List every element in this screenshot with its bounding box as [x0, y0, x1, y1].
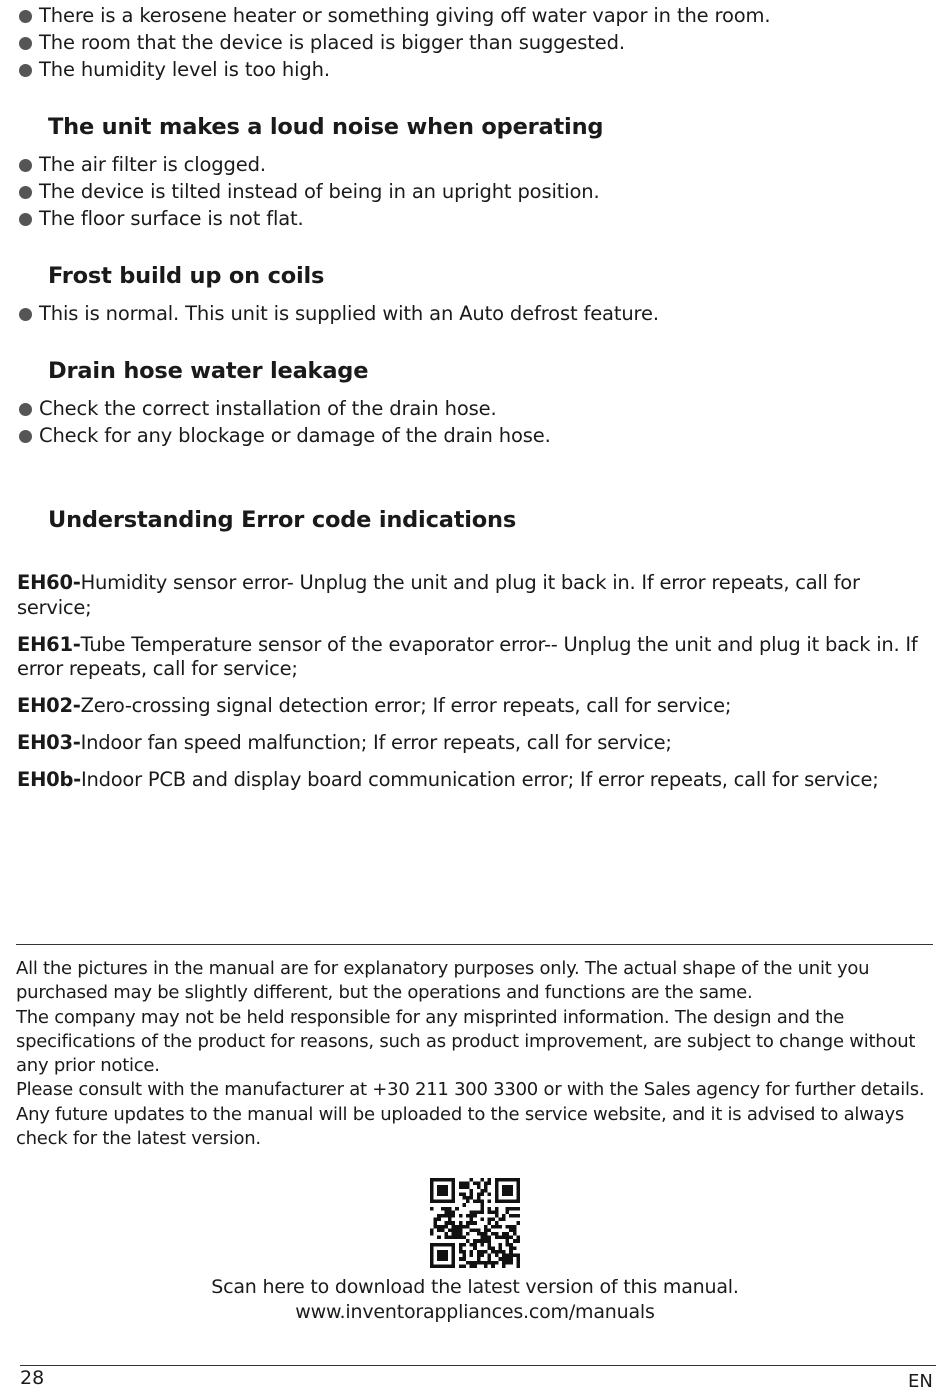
language-code: EN	[908, 1371, 933, 1392]
error-code-list	[17, 571, 939, 805]
drain-hose-bullet-list	[18, 395, 938, 449]
section-title-frost: Frost build up on coils	[48, 263, 325, 289]
section-title-error-codes: Understanding Error code indications	[48, 507, 517, 533]
list-item: The floor surface is not flat.	[18, 205, 938, 232]
error-code: EH0b-	[17, 768, 82, 791]
manuals-url[interactable]: www.inventorappliances.com/manuals	[295, 1301, 655, 1323]
list-item: The device is tilted instead of being in an upright position.	[18, 178, 938, 205]
disclaimer-paragraph: All the pictures in the manual are for explanatory purposes only. The actual shape of the unit you purchased may be slightly different, but the operations and functions are the same.	[16, 958, 870, 1004]
error-code-item	[17, 731, 939, 756]
intro-bullet-list	[18, 2, 938, 83]
error-code: EH02-	[17, 694, 81, 717]
section-title-loud-noise: The unit makes a loud noise when operating	[48, 114, 604, 140]
disclaimer-text	[16, 957, 938, 1151]
error-code-item	[17, 633, 939, 682]
page-number: 28	[20, 1367, 45, 1389]
disclaimer-divider	[16, 944, 933, 945]
frost-bullet-list	[18, 300, 938, 327]
loud-noise-bullet-list	[18, 151, 938, 232]
footer-divider	[20, 1365, 936, 1366]
error-description: Tube Temperature sensor of the evaporator error-- Unplug the unit and plug it back in. If error repeats, call for service;	[17, 632, 918, 680]
list-item: Check for any blockage or damage of the drain hose.	[18, 422, 938, 449]
qr-caption: Scan here to download the latest version of this manual.	[211, 1276, 739, 1298]
error-description: Humidity sensor error- Unplug the unit and plug it back in. If error repeats, call for service;	[17, 571, 860, 619]
error-code-item	[17, 571, 939, 620]
error-code-item	[17, 694, 939, 719]
error-code-item	[17, 768, 939, 793]
list-item: There is a kerosene heater or something giving off water vapor in the room.	[18, 2, 938, 29]
list-item: The room that the device is placed is bigger than suggested.	[18, 29, 938, 56]
qr-code-icon	[430, 1178, 520, 1268]
error-description: Indoor PCB and display board communication error; If error repeats, call for service;	[81, 768, 879, 791]
list-item: This is normal. This unit is supplied with an Auto defrost feature.	[18, 300, 938, 327]
disclaimer-paragraph: Please consult with the manufacturer at +30 211 300 3300 or with the Sales agency for further details. Any future updates to the manual will be uploaded to the service website, and it is advised to always check for the latest version.	[16, 1079, 925, 1150]
list-item: The humidity level is too high.	[18, 56, 938, 83]
disclaimer-paragraph: The company may not be held responsible for any misprinted information. The design and the specifications of the product for reasons, such as product improvement, are subject to change without any prior notice.	[16, 1006, 916, 1077]
section-title-drain-hose: Drain hose water leakage	[48, 358, 369, 384]
error-code: EH03-	[17, 731, 81, 754]
error-code: EH60-	[17, 571, 81, 594]
list-item: Check the correct installation of the drain hose.	[18, 395, 938, 422]
error-description: Indoor fan speed malfunction; If error repeats, call for service;	[80, 731, 672, 754]
error-description: Zero-crossing signal detection error; If error repeats, call for service;	[80, 694, 732, 717]
list-item: The air filter is clogged.	[18, 151, 938, 178]
error-code: EH61-	[17, 632, 81, 656]
